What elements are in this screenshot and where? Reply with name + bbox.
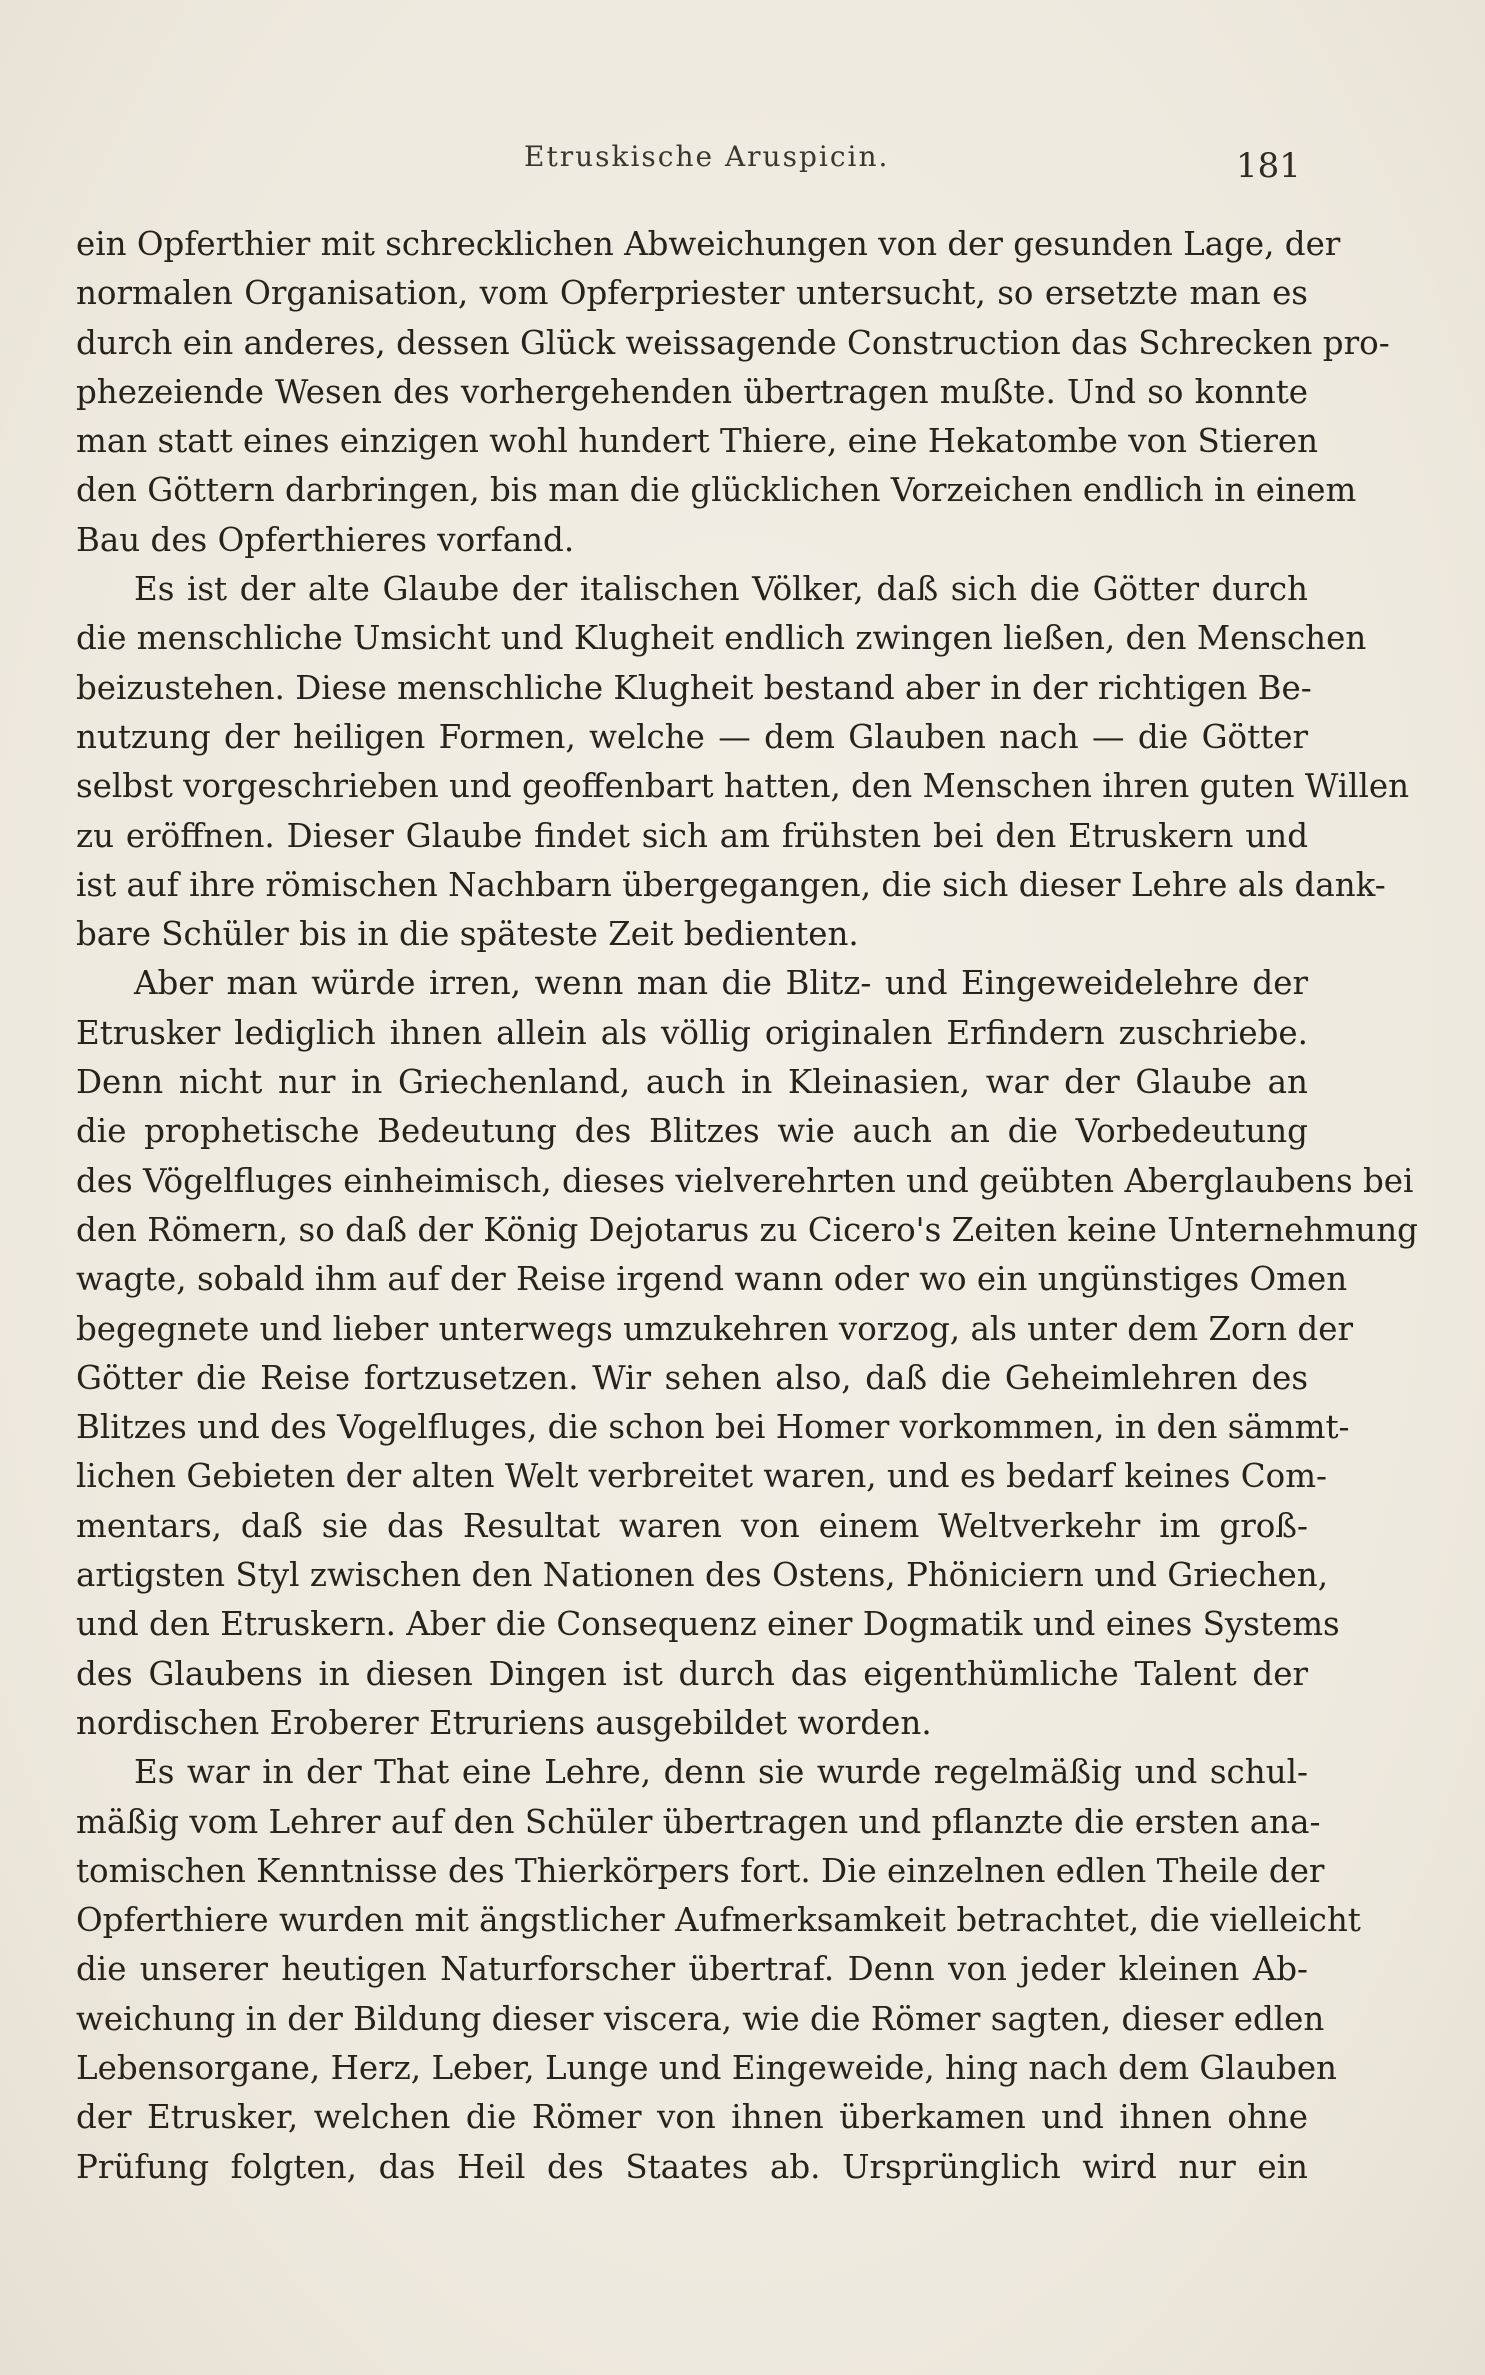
text-line: des Vögelfluges einheimisch, dieses vielverehrten und geübten Aberglaubens bei [76, 1161, 1414, 1200]
running-head [0, 140, 1485, 190]
text-line: wagte, sobald ihm auf der Reise irgend wann oder wo ein ungünstiges Omen [76, 1260, 1348, 1299]
text-line: mäßig vom Lehrer auf den Schüler übertragen und pflanzte die ersten ana- [76, 1802, 1321, 1841]
text-line: beizustehen. Diese menschliche Klugheit bestand aber in der richtigen Be- [76, 668, 1312, 707]
text-line: nutzung der heiligen Formen, welche — dem Glauben nach — die Götter [76, 717, 1308, 756]
text-line: Blitzes und des Vogelfluges, die schon bei Homer vorkommen, in den sämmt- [76, 1408, 1350, 1447]
running-title: Etruskische Aruspicin. [524, 140, 890, 173]
paragraph [76, 220, 1390, 565]
text-line: lichen Gebieten der alten Welt verbreitet waren, und es bedarf keines Com- [76, 1457, 1328, 1496]
text-line: Lebensorgane, Herz, Leber, Lunge und Eingeweide, hing nach dem Glauben [76, 2048, 1337, 2087]
text-line: selbst vorgeschrieben und geoffenbart hatten, den Menschen ihren guten Willen [76, 767, 1410, 806]
text-line: Denn nicht nur in Griechenland, auch in Kleinasien, war der Glaube an [76, 1063, 1308, 1102]
page-number: 181 [1236, 146, 1301, 186]
text-line: bare Schüler bis in die späteste Zeit bedienten. [76, 915, 859, 954]
text-line: phezeiende Wesen des vorhergehenden übertragen mußte. Und so konnte [76, 372, 1308, 411]
text-line: der Etrusker, welchen die Römer von ihnen überkamen und ihnen ohne [76, 2098, 1308, 2137]
text-line: und den Etruskern. Aber die Consequenz einer Dogmatik und eines Systems [76, 1605, 1340, 1644]
text-line: Etrusker lediglich ihnen allein als völlig originalen Erfindern zuschriebe. [76, 1013, 1308, 1052]
text-line: Aber man würde irren, wenn man die Blitz- und Eingeweidelehre der [134, 964, 1308, 1003]
text-line: artigsten Styl zwischen den Nationen des Ostens, Phöniciern und Griechen, [76, 1556, 1329, 1595]
text-line: Bau des Opferthieres vorfand. [76, 520, 575, 559]
text-line: ein Opferthier mit schrecklichen Abweichungen von der gesunden Lage, der [76, 225, 1341, 263]
paragraph [76, 1748, 1361, 2192]
text-line: zu eröffnen. Dieser Glaube findet sich am frühsten bei den Etruskern und [76, 816, 1308, 855]
text-line: mentars, daß sie das Resultat waren von einem Weltverkehr im groß- [76, 1506, 1308, 1545]
text-line: normalen Organisation, vom Opferpriester untersucht, so ersetzte man es [76, 274, 1308, 313]
text-line: Götter die Reise fortzusetzen. Wir sehen also, daß die Geheimlehren des [76, 1358, 1308, 1397]
text-line: Es war in der That eine Lehre, denn sie wurde regelmäßig und schul- [134, 1753, 1308, 1792]
text-line: Opferthiere wurden mit ängstlicher Aufmerksamkeit betrachtet, die vielleicht [76, 1901, 1361, 1940]
paragraph [76, 565, 1410, 959]
text-line: ist auf ihre römischen Nachbarn übergegangen, die sich dieser Lehre als dank- [76, 865, 1386, 904]
text-line: begegnete und lieber unterwegs umzukehren vorzog, als unter dem Zorn der [76, 1309, 1353, 1348]
text-line: Es ist der alte Glaube der italischen Völker, daß sich die Götter durch [134, 570, 1308, 609]
text-line: den Römern, so daß der König Dejotarus zu Cicero's Zeiten keine Unternehmung [76, 1210, 1418, 1249]
text-line: die unserer heutigen Naturforscher übertraf. Denn von jeder kleinen Ab- [76, 1950, 1308, 1989]
text-line: weichung in der Bildung dieser viscera, wie die Römer sagten, dieser edlen [76, 1999, 1325, 2038]
text-line: tomischen Kenntnisse des Thierkörpers fort. Die einzelnen edlen Theile der [76, 1851, 1325, 1890]
text-line: die menschliche Umsicht und Klugheit endlich zwingen ließen, den Menschen [76, 619, 1367, 658]
text-line: die prophetische Bedeutung des Blitzes wie auch an die Vorbedeutung [76, 1112, 1308, 1151]
text-line: man statt eines einzigen wohl hundert Thiere, eine Hekatombe von Stieren [76, 422, 1319, 461]
body-text [76, 220, 1418, 2192]
text-line: des Glaubens in diesen Dingen ist durch das eigenthümliche Talent der [76, 1654, 1308, 1693]
paragraph [76, 959, 1418, 1748]
text-line: den Göttern darbringen, bis man die glücklichen Vorzeichen endlich in einem [76, 471, 1357, 510]
text-line: nordischen Eroberer Etruriens ausgebildet worden. [76, 1703, 932, 1742]
text-line: durch ein anderes, dessen Glück weissagende Construction das Schrecken pro- [76, 323, 1390, 362]
text-line: Prüfung folgten, das Heil des Staates ab. Ursprünglich wird nur ein [76, 2147, 1308, 2186]
